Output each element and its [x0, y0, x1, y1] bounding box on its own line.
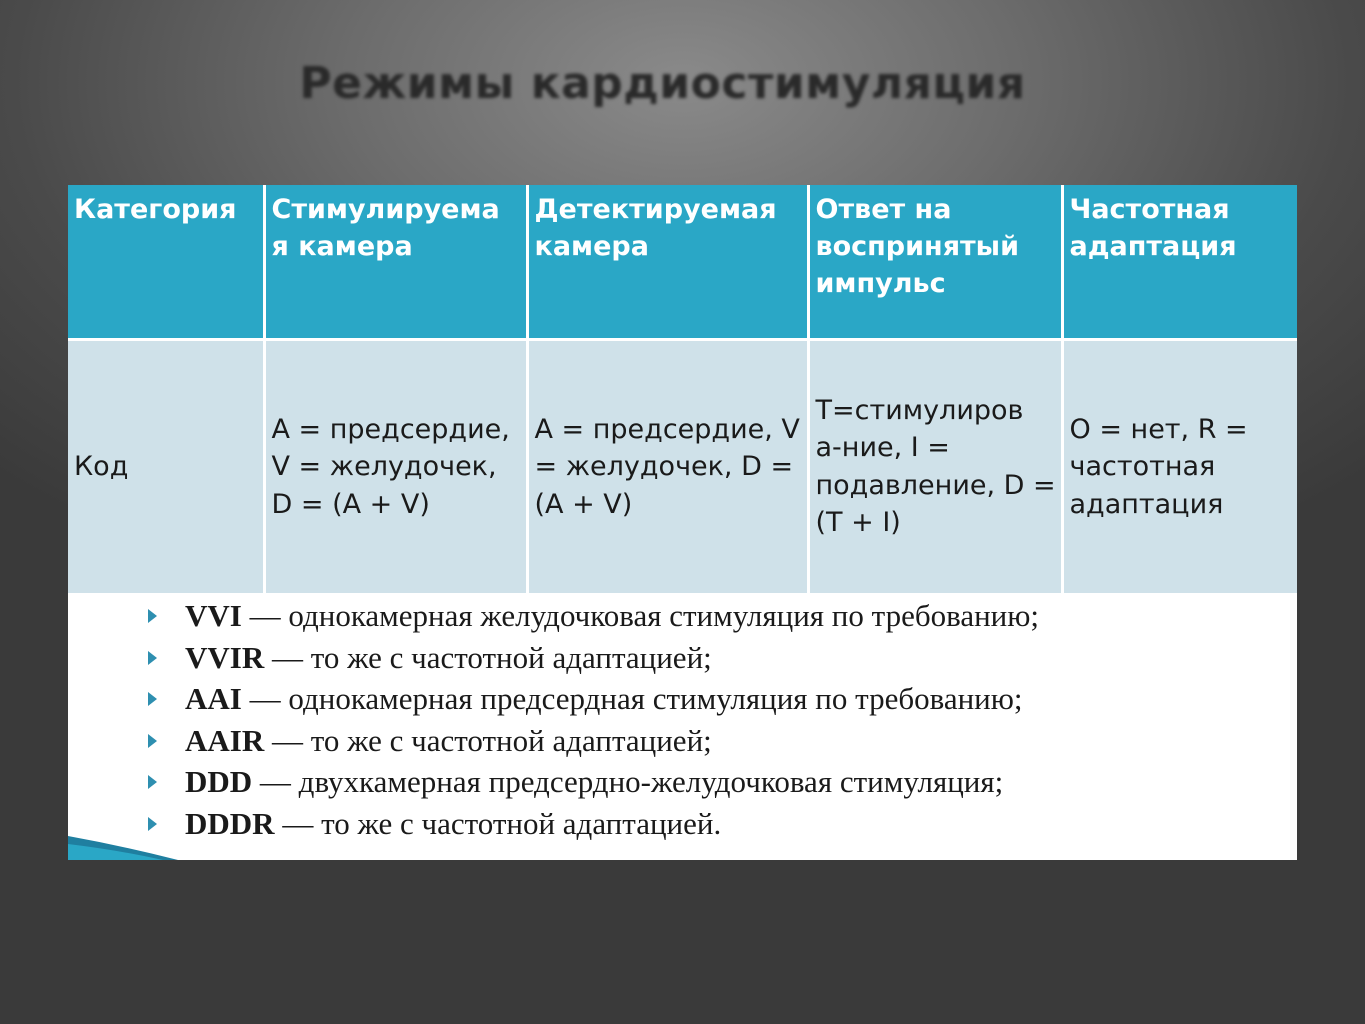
- list-item: [148, 803, 1297, 845]
- header-category: Категория: [68, 185, 264, 339]
- pacing-modes-table: [68, 185, 1297, 593]
- list-item: [148, 761, 1297, 803]
- cell-response: T=стимулиров а-ние, I = подавление, D = (T + I): [808, 339, 1062, 593]
- mode-code: VVI: [185, 598, 242, 633]
- mode-description: — то же с частотной адаптацией.: [274, 805, 722, 841]
- table-row: [68, 339, 1297, 593]
- triangle-bullet-icon: [148, 734, 157, 748]
- header-rate-adaptation: Частотная адаптация: [1062, 185, 1297, 339]
- mode-code: AAIR: [185, 722, 265, 758]
- pacing-modes-list: [68, 593, 1297, 844]
- list-item: [148, 595, 1297, 637]
- list-item: [148, 637, 1297, 679]
- mode-code: DDDR: [185, 805, 275, 841]
- triangle-bullet-icon: [148, 609, 157, 623]
- mode-description: — однокамерная предсердная стимуляция по требованию;: [241, 681, 1023, 716]
- mode-description: — то же с частотной адаптацией;: [264, 639, 712, 675]
- cell-paced-chamber: A = предсердие, V = желудочек, D = (A + V): [264, 339, 527, 593]
- cell-rate-adaptation: O = нет, R = частотная адаптация: [1062, 339, 1297, 593]
- triangle-bullet-icon: [148, 651, 157, 665]
- table-header-row: [68, 185, 1297, 339]
- mode-code: AAI: [185, 681, 242, 716]
- mode-code: DDD: [185, 764, 253, 799]
- cell-sensed-chamber: A = предсердие, V = желудочек, D = (A + V): [527, 339, 808, 593]
- triangle-bullet-icon: [148, 775, 157, 789]
- mode-description: — двухкамерная предсердно-желудочковая стимуляция;: [252, 764, 1004, 799]
- header-response: Ответ на воспринятый импульс: [808, 185, 1062, 339]
- slide-title: Режимы кардиостимуляция: [299, 58, 1026, 109]
- header-paced-chamber: Стимулируема я камера: [264, 185, 527, 339]
- triangle-bullet-icon: [148, 817, 157, 831]
- mode-description: — однокамерная желудочковая стимуляция по требованию;: [241, 598, 1040, 633]
- content-card: [68, 185, 1297, 860]
- cell-category: Код: [68, 339, 264, 593]
- mode-code: VVIR: [185, 639, 265, 675]
- mode-description: — то же с частотной адаптацией;: [264, 722, 712, 758]
- corner-swoosh-decoration: [68, 836, 178, 860]
- list-item: [148, 678, 1297, 720]
- triangle-bullet-icon: [148, 692, 157, 706]
- header-sensed-chamber: Детектируемая камера: [527, 185, 808, 339]
- list-item: [148, 720, 1297, 762]
